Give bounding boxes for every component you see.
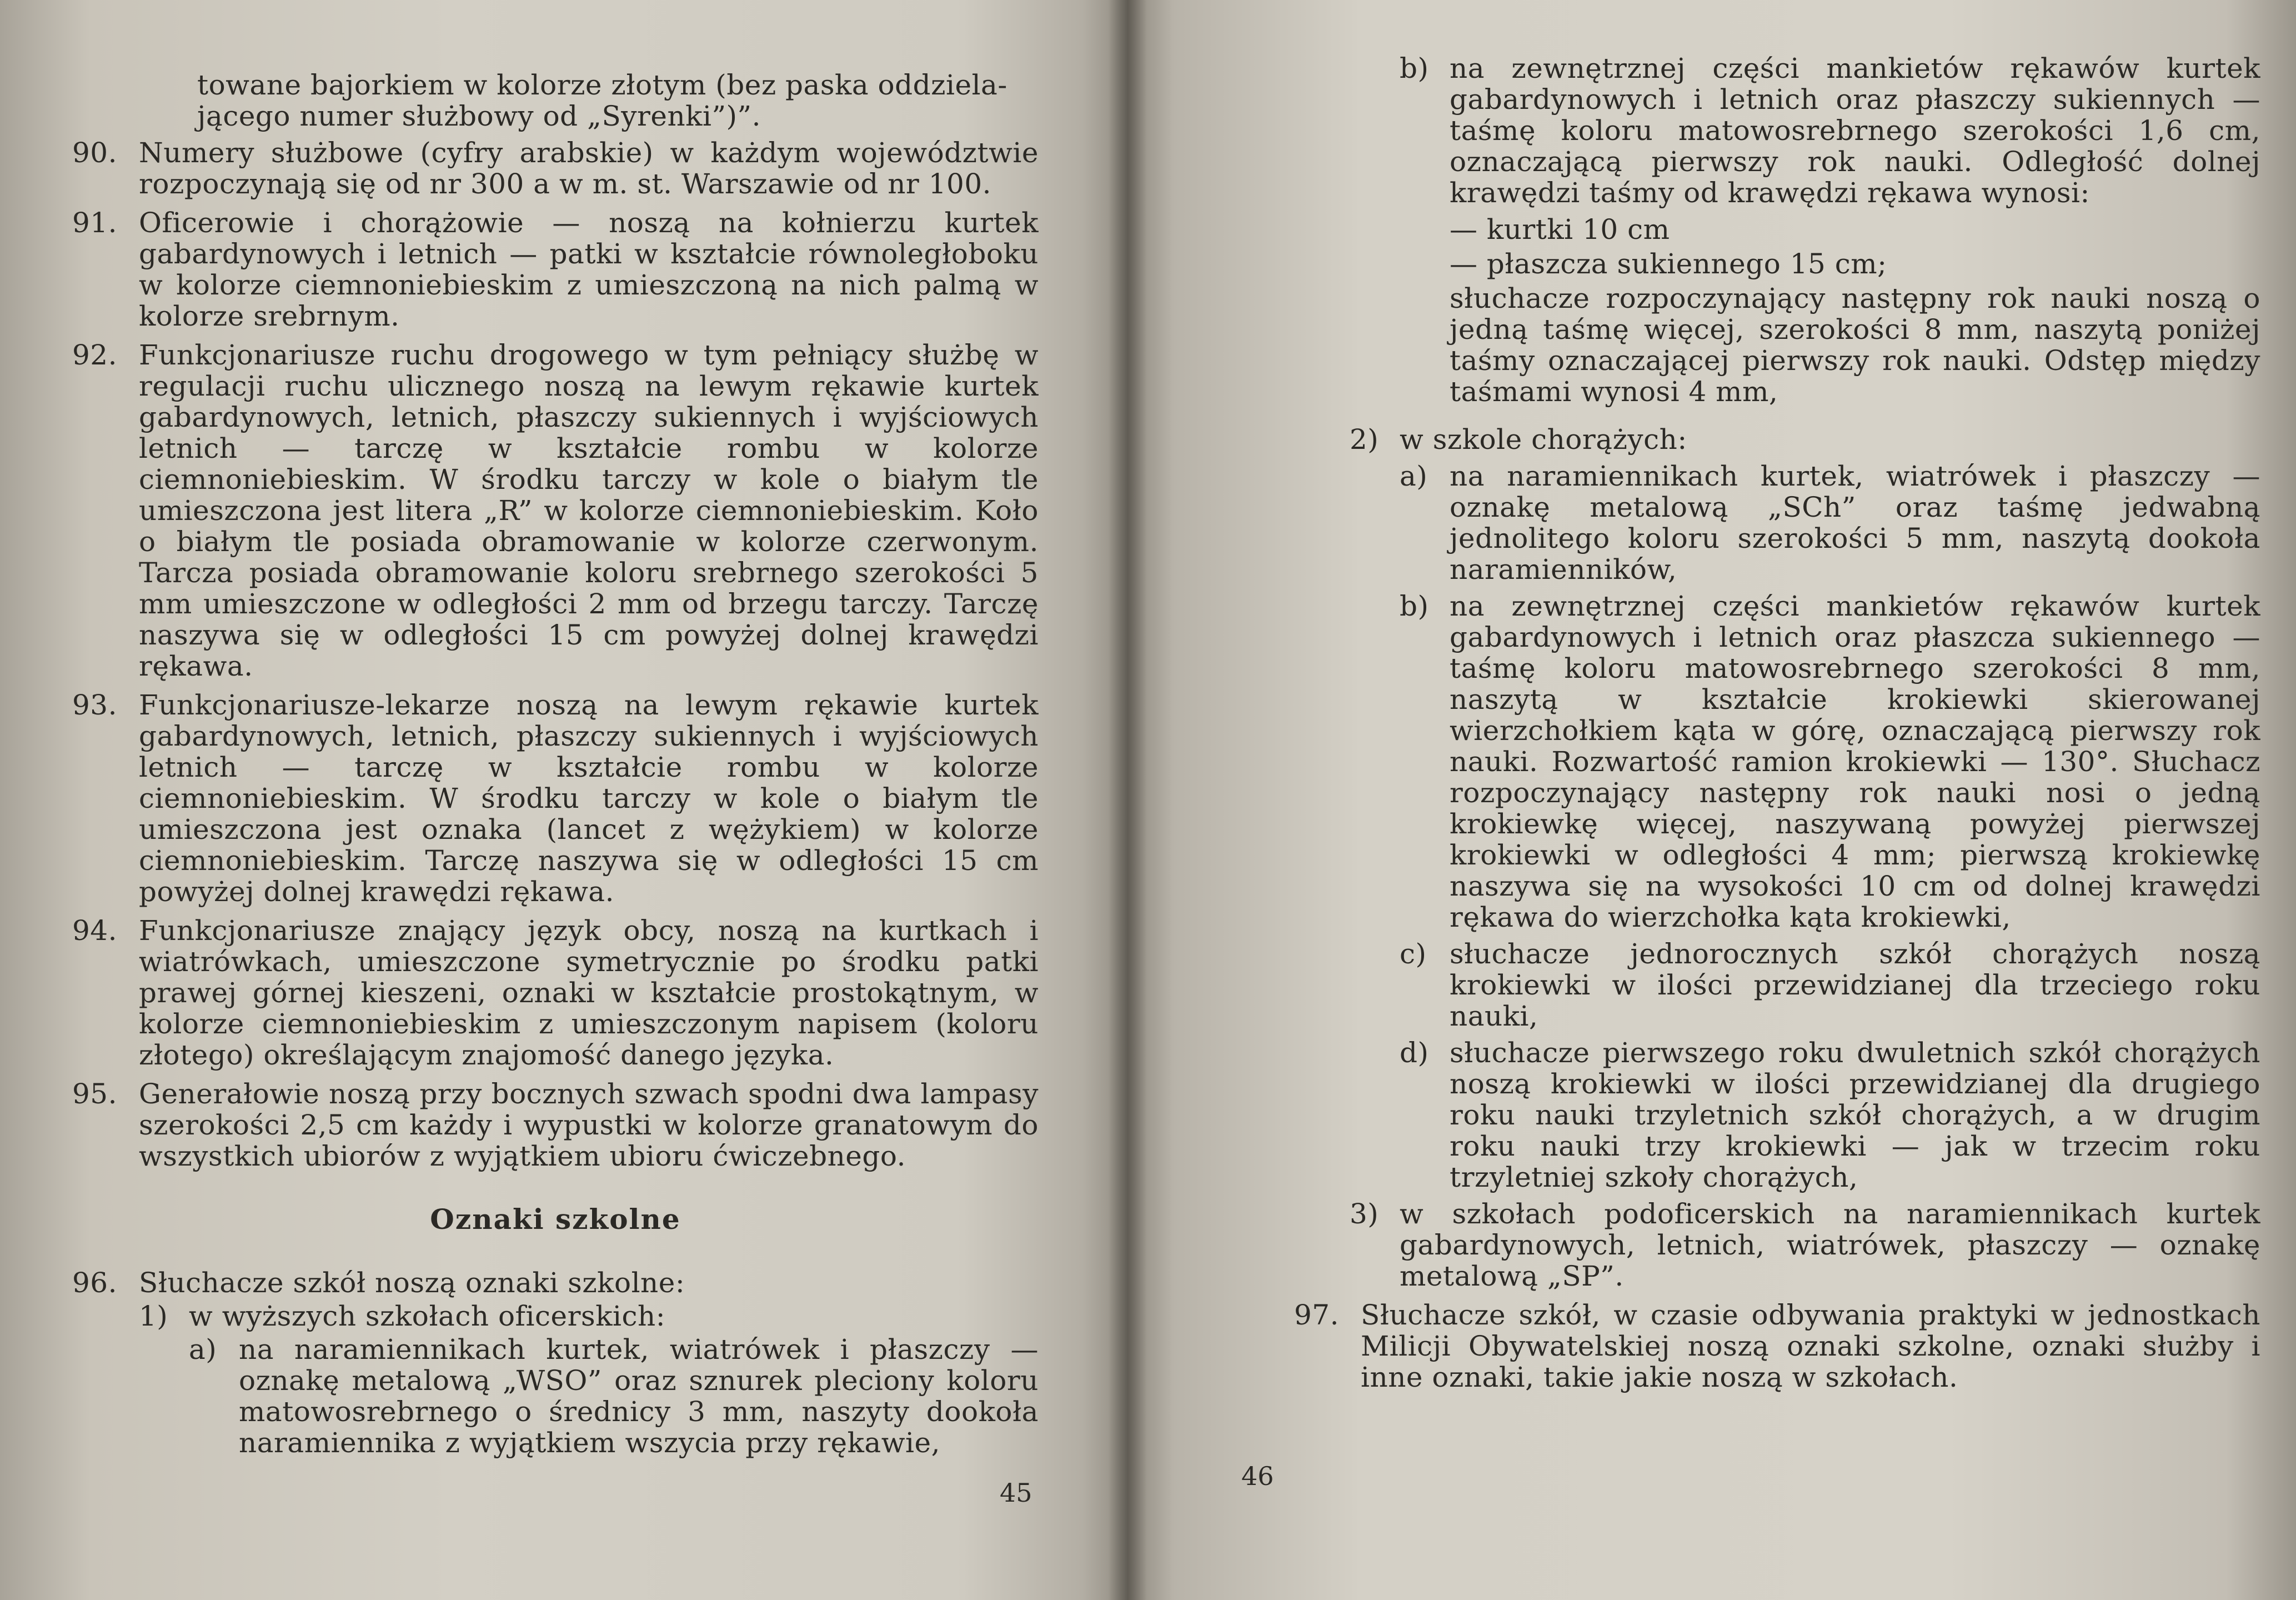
book-gutter bbox=[1108, 0, 1147, 1600]
item-text: Słuchacze szkół, w czasie odbywania praktyki w jednostkach Milicji Obywatelskiej noszą oznaki szkolne, oznaki służby i inne oznaki, takie jakie noszą w szkołach. bbox=[1361, 1299, 2260, 1393]
sub-item-text: słuchacze jednorocznych szkół chorążych noszą krokiewki w ilości przewidzianej dla trzeciego roku nauki, bbox=[1450, 938, 2260, 1032]
sub-item-1a bbox=[72, 1334, 1039, 1458]
sub-item-mark: b) bbox=[1400, 52, 1429, 84]
sub-item-text: w szkole chorążych: bbox=[1400, 423, 1687, 456]
item-number: 91. bbox=[72, 207, 118, 239]
sub-item-text: na zewnętrznej części mankietów rękawów kurtek gabardynowych i letnich oraz płaszcza sukiennego — taśmę koloru matowosrebrnego szerokości 8 mm, naszytą w kształcie krokiewki skierowanej wierzchołkiem kąta w górę, oznaczającą pierwszy rok nauki. Rozwartość ramion krokiewki — 130°. Słuchacz rozpoczynający następny rok nauki nosi o jedną krokiewkę więcej, naszywaną powyżej pierwszej krokiewki w odległości 4 mm; pierwszą krokiewkę naszywa się na wysokości 10 cm od dolnej krawędzi rękawa do wierzchołka kąta krokiewki, bbox=[1450, 590, 2260, 933]
section-heading: Oznaki szkolne bbox=[430, 1203, 681, 1236]
item-92 bbox=[72, 339, 1039, 682]
sub-item-mark: d) bbox=[1400, 1037, 1429, 1069]
right-page-text bbox=[1211, 53, 2260, 1401]
sub-item-2 bbox=[1211, 424, 2260, 455]
item-number: 93. bbox=[72, 689, 118, 721]
sub-item-2a bbox=[1211, 461, 2260, 585]
sub-item-mark: 2) bbox=[1350, 423, 1379, 456]
item-text: Funkcjonariusze ruchu drogowego w tym pełniący służbę w regulacji ruchu ulicznego noszą na lewym rękawie kurtek gabardynowych, letnich, płaszczy sukiennych i wyjściowych letnich — tarczę w kształcie rombu w kolorze ciemnoniebieskim. W środku tarczy w kole o białym tle umieszczona jest litera „R” w kolorze ciemnoniebieskim. Koło o białym tle posiada obramowanie w kolorze czerwonym. Tarcza posiada obramowanie koloru srebrnego szerokości 5 mm umieszczone w odległości 2 mm od brzegu tarczy. Tarczę naszywa się w odległości 15 cm powyżej dolnej krawędzi rękawa. bbox=[139, 339, 1039, 682]
sub-item-mark: a) bbox=[189, 1333, 217, 1366]
item-91 bbox=[72, 207, 1039, 332]
item-text: Generałowie noszą przy bocznych szwach spodni dwa lampasy szerokości 2,5 cm każdy i wypustki w kolorze granatowym do wszystkich ubiorów z wyjątkiem ubioru ćwiczebnego. bbox=[139, 1078, 1039, 1172]
sub-item-mark: a) bbox=[1400, 460, 1428, 492]
item-96 bbox=[72, 1267, 1039, 1298]
sub-item-1b bbox=[1211, 53, 2260, 208]
sub-item-text: w wyższych szkołach oficerskich: bbox=[189, 1300, 666, 1332]
sub-item-mark: b) bbox=[1400, 590, 1429, 622]
left-page bbox=[0, 0, 1127, 1600]
item-number: 95. bbox=[72, 1078, 118, 1110]
item-number: 94. bbox=[72, 914, 118, 947]
sub-item-text: na naramiennikach kurtek, wiatrówek i płaszczy — oznakę metalową „WSO” oraz sznurek pleciony koloru matowosrebrnego o średnicy 3 mm, naszyty dookoła naramiennika z wyjątkiem wszycia przy rękawie, bbox=[239, 1333, 1039, 1459]
dash-line-plaszcza: — płaszcza sukiennego 15 cm; bbox=[1450, 248, 1887, 280]
right-page bbox=[1127, 0, 2296, 1600]
item-number: 96. bbox=[72, 1267, 118, 1299]
item-text: Funkcjonariusze-lekarze noszą na lewym rękawie kurtek gabardynowych, letnich, płaszczy sukiennych i wyjściowych letnich — tarczę w kształcie rombu w kolorze ciemnoniebieskim. W środku tarczy w kole o białym tle umieszczona jest oznaka (lancet z wężykiem) w kolorze ciemnoniebieskim. Tarczę naszywa się w odległości 15 cm powyżej dolnej krawędzi rękawa. bbox=[139, 689, 1039, 908]
item-number: 90. bbox=[72, 137, 118, 169]
item-97 bbox=[1211, 1299, 2260, 1393]
left-page-text bbox=[72, 69, 1039, 1464]
sub-item-3 bbox=[1211, 1198, 2260, 1292]
sub-item-text: słuchacze pierwszego roku dwuletnich szkół chorążych noszą krokiewki w ilości przewidzianej dla drugiego roku nauki trzyletnich szkół chorążych, a w drugim roku nauki trzy krokiewki — jak w trzecim roku trzyletniej szkoły chorążych, bbox=[1450, 1037, 2260, 1193]
sub-item-2c bbox=[1211, 938, 2260, 1032]
item-number: 92. bbox=[72, 339, 118, 371]
page-number: 45 bbox=[1000, 1478, 1032, 1508]
sub-item-text: w szkołach podoficerskich na naramiennikach kurtek gabardynowych, letnich, wiatrówek, płaszczy — oznakę metalową „SP”. bbox=[1400, 1198, 2260, 1292]
sub-item-mark: 3) bbox=[1350, 1198, 1379, 1230]
dash-line-kurtki: — kurtki 10 cm bbox=[1450, 213, 1670, 246]
intro-line-2: jącego numer służbowy od „Syrenki”)”. bbox=[197, 100, 761, 132]
item-text: Funkcjonariusze znający język obcy, noszą na kurtkach i wiatrówkach, umieszczone symetrycznie po środku patki prawej górnej kieszeni, oznaki w kształcie prostokątnym, w kolorze ciemnoniebieskim z umieszczonym napisem (koloru złotego) określającym znajomość danego języka. bbox=[139, 914, 1039, 1071]
sub-item-text: na zewnętrznej części mankietów rękawów kurtek gabardynowych i letnich oraz płaszczy sukiennych — taśmę koloru matowosrebrnego szerokości 1,6 cm, oznaczającą pierwszy rok nauki. Odległość dolnej krawędzi taśmy od krawędzi rękawa wynosi: bbox=[1450, 52, 2260, 209]
page-number: 46 bbox=[1241, 1461, 1274, 1491]
sub-item-1 bbox=[72, 1301, 1039, 1332]
sub-item-mark: 1) bbox=[139, 1300, 168, 1332]
item-94 bbox=[72, 915, 1039, 1071]
paragraph-next-year: słuchacze rozpoczynający następny rok nauki noszą o jedną taśmę więcej, szerokości 8 mm, naszytą poniżej taśmy oznaczającej pierwszy rok nauki. Odstęp między taśmami wynosi 4 mm, bbox=[1450, 282, 2260, 408]
sub-item-2d bbox=[1211, 1037, 2260, 1193]
sub-item-2b bbox=[1211, 591, 2260, 933]
item-93 bbox=[72, 689, 1039, 907]
item-95 bbox=[72, 1078, 1039, 1172]
sub-item-text: na naramiennikach kurtek, wiatrówek i płaszczy — oznakę metalową „SCh” oraz taśmę jedwabną jednolitego koloru szerokości 5 mm, naszytą dookoła naramienników, bbox=[1450, 460, 2260, 586]
item-text: Słuchacze szkół noszą oznaki szkolne: bbox=[139, 1267, 685, 1299]
intro-line-1: towane bajorkiem w kolorze złotym (bez paska oddziela- bbox=[197, 69, 1007, 101]
item-number: 97. bbox=[1294, 1299, 1340, 1331]
item-90 bbox=[72, 137, 1039, 199]
sub-item-mark: c) bbox=[1400, 938, 1427, 970]
item-text: Numery służbowe (cyfry arabskie) w każdym województwie rozpoczynają się od nr 300 a w m. st. Warszawie od nr 100. bbox=[139, 137, 1039, 200]
item-text: Oficerowie i chorążowie — noszą na kołnierzu kurtek gabardynowych i letnich — patki w kształcie równoległoboku w kolorze ciemnoniebieskim z umieszczoną na nich palmą w kolorze srebrnym. bbox=[139, 207, 1039, 332]
